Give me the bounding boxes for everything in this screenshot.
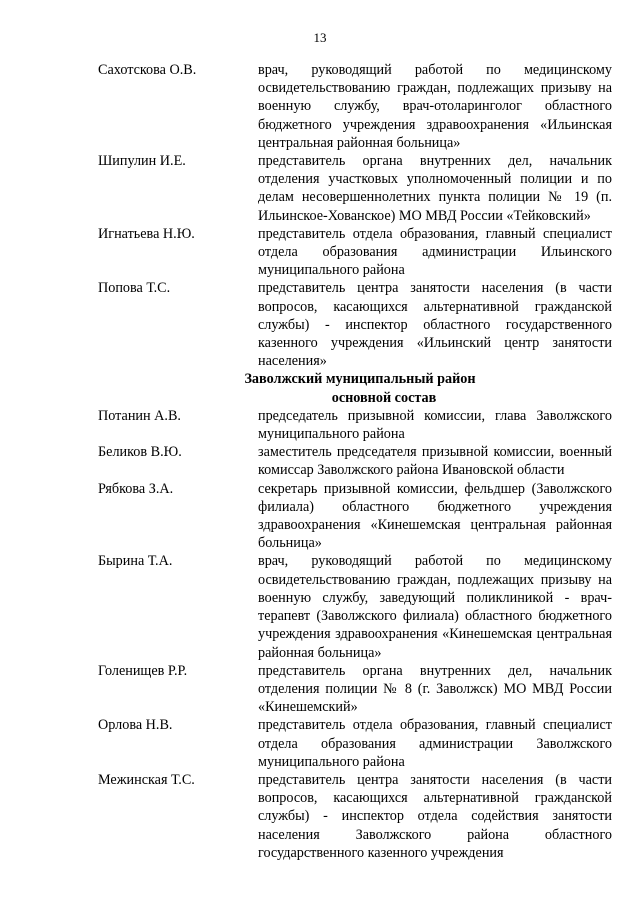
member-role: представитель центра занятости населения (в части вопросов, касающихся альтернативной гражданской службы) - инспектор отдела содействия занятости населения Заволжского района областного государственного казенного учреждения: [258, 771, 612, 861]
member-role: председатель призывной комиссии, глава Заволжского муниципального района: [258, 407, 612, 443]
member-role: заместитель председателя призывной комиссии, военный комиссар Заволжского района Ивановской области: [258, 444, 612, 479]
member-entry: [98, 443, 612, 479]
section-subtitle: основной состав: [331, 389, 437, 406]
member-entry: [98, 662, 612, 717]
member-entry: [98, 407, 612, 443]
member-name: Шипулин И.Е.: [98, 153, 186, 170]
member-entry: [98, 152, 612, 225]
member-role: представитель центра занятости населения (в части вопросов, касающихся альтернативной гражданской службы) - инспектор областного государственного казенного учреждения «Ильинский центр занятости населения»: [258, 280, 612, 370]
member-role: секретарь призывной комиссии, фельдшер (Заволжского филиала) областного бюджетного учреждения здравоохранения «Кинешемская центральная районная больница»: [258, 480, 612, 552]
member-role: представитель отдела образования, главный специалист отдела образования администрации Ильинского муниципального района: [258, 225, 612, 279]
member-name: Сахотскова О.В.: [98, 62, 197, 78]
member-entry: [98, 552, 612, 661]
page-number: 13: [313, 30, 327, 45]
document-body: [98, 61, 612, 862]
member-name: Голенищев Р.Р.: [98, 662, 188, 679]
member-name: Межинская Т.С.: [98, 771, 195, 788]
member-name: Орлова Н.В.: [98, 717, 173, 734]
member-name: Рябкова З.А.: [98, 480, 174, 497]
member-role: представитель отдела образования, главный специалист отдела образования администрации Заволжского муниципального района: [258, 717, 612, 770]
member-name: Беликов В.Ю.: [98, 444, 182, 461]
member-entry: [98, 716, 612, 771]
member-entry: [98, 771, 612, 862]
member-list-ilyinsky: [98, 61, 612, 370]
member-role: врач, руководящий работой по медицинскому освидетельствованию граждан, подлежащих призыву на военную службу, врач-отоларинголог областного бюджетного учреждения здравоохранения «Ильинская центральная районная больница»: [258, 62, 612, 151]
member-name: Попова Т.С.: [98, 280, 171, 297]
member-name: Потанин А.В.: [98, 407, 181, 424]
section-title: Заволжский муниципальный район: [244, 371, 476, 388]
member-name: Бырина Т.А.: [98, 553, 173, 570]
member-entry: [98, 225, 612, 280]
member-role: представитель органа внутренних дел, начальник отделения участковых уполномоченный полиции и по делам несовершеннолетних пункта полиции № 19 (п. Ильинское-Хованское) МО МВД России «Тейковский»: [258, 153, 612, 224]
member-role: представитель органа внутренних дел, начальник отделения полиции № 8 (г. Заволжск) МО МВД России «Кинешемский»: [258, 662, 612, 716]
member-entry: [98, 61, 612, 152]
member-role: врач, руководящий работой по медицинскому освидетельствованию граждан, подлежащих призыву на военную службу, заведующий поликлиникой - врач-терапевт (Заволжского филиала) областного бюджетного учреждения здравоохранения «Кинешемская центральная районная больница»: [258, 553, 612, 661]
member-entry: [98, 480, 612, 553]
member-list-zavolzhsky: [98, 407, 612, 862]
member-name: Игнатьева Н.Ю.: [98, 225, 195, 242]
member-entry: [98, 279, 612, 370]
